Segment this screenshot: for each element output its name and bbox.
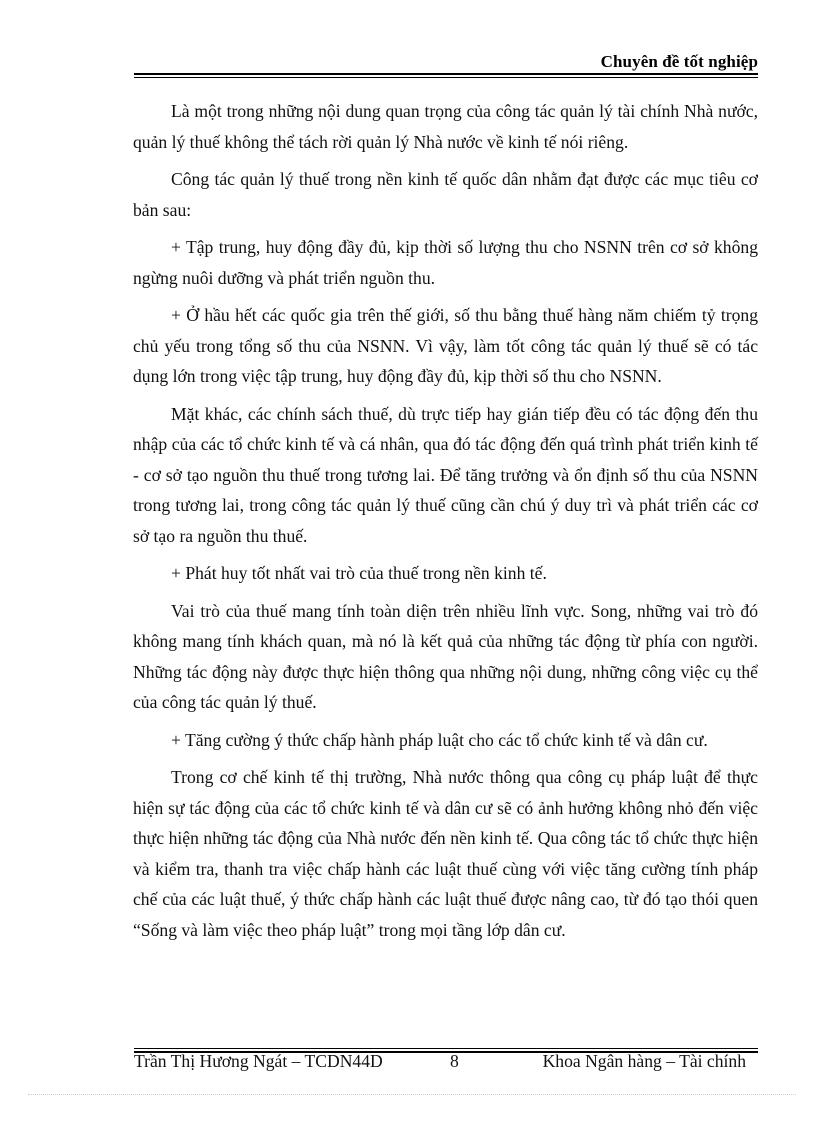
footer-rule-thin (134, 1048, 758, 1049)
header-title: Chuyên đề tốt nghiệp (600, 52, 758, 71)
paragraph-8: + Tăng cường ý thức chấp hành pháp luật cho các tổ chức kinh tế và dân cư. (171, 729, 708, 750)
header-rule (134, 73, 758, 79)
paragraph-2: Công tác quản lý thuế trong nền kinh tế quốc dân nhằm đạt được các mục tiêu cơ bản sau: (133, 169, 758, 220)
page-footer (134, 1051, 746, 1075)
page-bottom-dotted-line (28, 1094, 796, 1095)
paragraph-1: Là một trong những nội dung quan trọng của công tác quản lý tài chính Nhà nước, quản lý thuế không thể tách rời quản lý Nhà nước về kinh tế nói riêng. (133, 101, 758, 152)
page-number: 8 (450, 1051, 459, 1071)
footer-department: Khoa Ngân hàng – Tài chính (542, 1051, 746, 1071)
paragraph-5: Mặt khác, các chính sách thuế, dù trực tiếp hay gián tiếp đều có tác động đến thu nhập của các tổ chức kinh tế và cá nhân, qua đó tác động đến quá trình phát triển kinh tế - cơ sở tạo nguồn thu thuế trong tương lai. Để tăng trưởng và ổn định số thu của NSNN trong tương lai, trong công tác quản lý thuế cũng cần chú ý duy trì và phát triển các cơ sở tạo ra nguồn thu thuế. (133, 403, 758, 546)
header-rule-thick (134, 73, 758, 75)
paragraph-9: Trong cơ chế kinh tế thị trường, Nhà nước thông qua công cụ pháp luật để thực hiện sự tác động của các tổ chức kinh tế và dân cư sẽ có ảnh hưởng không nhỏ đến việc thực hiện những tác động của Nhà nước đến nền kinh tế. Qua công tác tổ chức thực hiện và kiểm tra, thanh tra việc chấp hành các luật thuế cùng với việc tăng cường tính pháp chế của các luật thuế, ý thức chấp hành các luật thuế được nâng cao, từ đó tạo thói quen “Sống và làm việc theo pháp luật” trong mọi tầng lớp dân cư. (133, 767, 758, 940)
paragraph-4: + Ở hầu hết các quốc gia trên thế giới, số thu bằng thuế hàng năm chiếm tỷ trọng chủ yếu trong tổng số thu của NSNN. Vì vậy, làm tốt công tác quản lý thuế sẽ có tác dụng lớn trong việc tập trung, huy động đầy đủ, kịp thời số thu cho NSNN. (133, 305, 758, 386)
page-header (134, 52, 758, 72)
header-rule-thin (134, 77, 758, 78)
paragraph-7: Vai trò của thuế mang tính toàn diện trên nhiều lĩnh vực. Song, những vai trò đó không mang tính khách quan, mà nó là kết quả của những tác động từ phía con người. Những tác động này được thực hiện thông qua những nội dung, những công việc cụ thể của công tác quản lý thuế. (133, 600, 758, 712)
footer-author: Trần Thị Hương Ngát – TCDN44D (134, 1051, 383, 1071)
body-text (133, 96, 758, 952)
paragraph-6: + Phát huy tốt nhất vai trò của thuế trong nền kinh tế. (171, 563, 547, 583)
paragraph-3: + Tập trung, huy động đầy đủ, kịp thời số lượng thu cho NSNN trên cơ sở không ngừng nuôi dưỡng và phát triển nguồn thu. (133, 237, 758, 288)
